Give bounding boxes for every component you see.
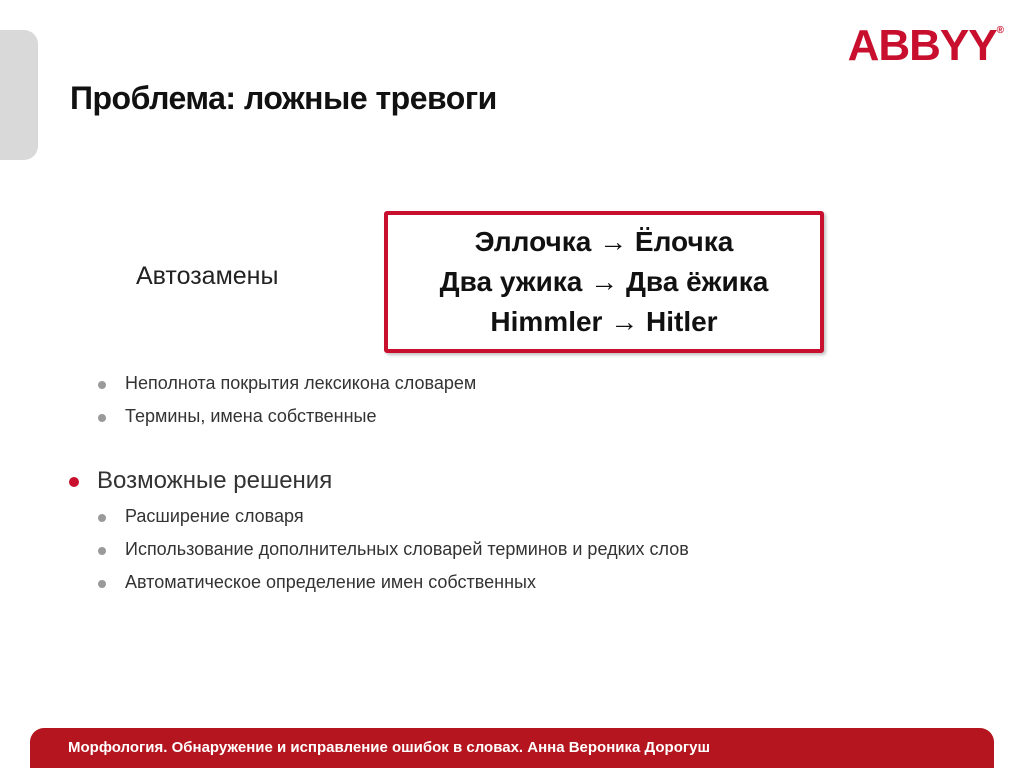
solutions-heading [69,467,332,495]
footer-text: Морфология. Обнаружение и исправление ошибок в словах. Анна Вероника Дорогуш [68,739,710,756]
gray-bullet-icon [98,514,106,522]
abbyy-logo [847,21,1004,70]
autocorrect-examples-box [384,211,824,353]
example-line-2: Два ужика → Два ёжика [439,266,769,297]
solution-item-text: Автоматическое определение имен собственных [125,572,536,592]
gray-bullet-icon [98,381,106,389]
left-decorative-tab [0,30,38,160]
gray-bullet-icon [98,547,106,555]
solution-item-1 [98,506,304,527]
logo-registered-mark: ® [996,25,1004,36]
problem-item-1 [98,373,476,394]
problem-item-text: Термины, имена собственные [125,406,377,426]
solution-item-text: Расширение словаря [125,506,304,526]
gray-bullet-icon [98,580,106,588]
solution-item-2 [98,539,689,560]
logo-text: ABBYY [847,21,997,70]
red-bullet-icon [69,477,79,487]
solution-item-3 [98,572,536,593]
autocorrect-label: Автозамены [136,262,279,290]
example-line-3: Himmler → Hitler [490,306,718,337]
slide-title: Проблема: ложные тревоги [70,80,497,116]
solution-item-text: Использование дополнительных словарей терминов и редких слов [125,539,689,559]
problem-item-2 [98,406,376,427]
problem-item-text: Неполнота покрытия лексикона словарем [125,373,477,393]
solutions-heading-text: Возможные решения [97,467,333,494]
gray-bullet-icon [98,414,106,422]
footer-bar [30,728,994,768]
example-line-1: Эллочка → Ёлочка [474,226,734,257]
